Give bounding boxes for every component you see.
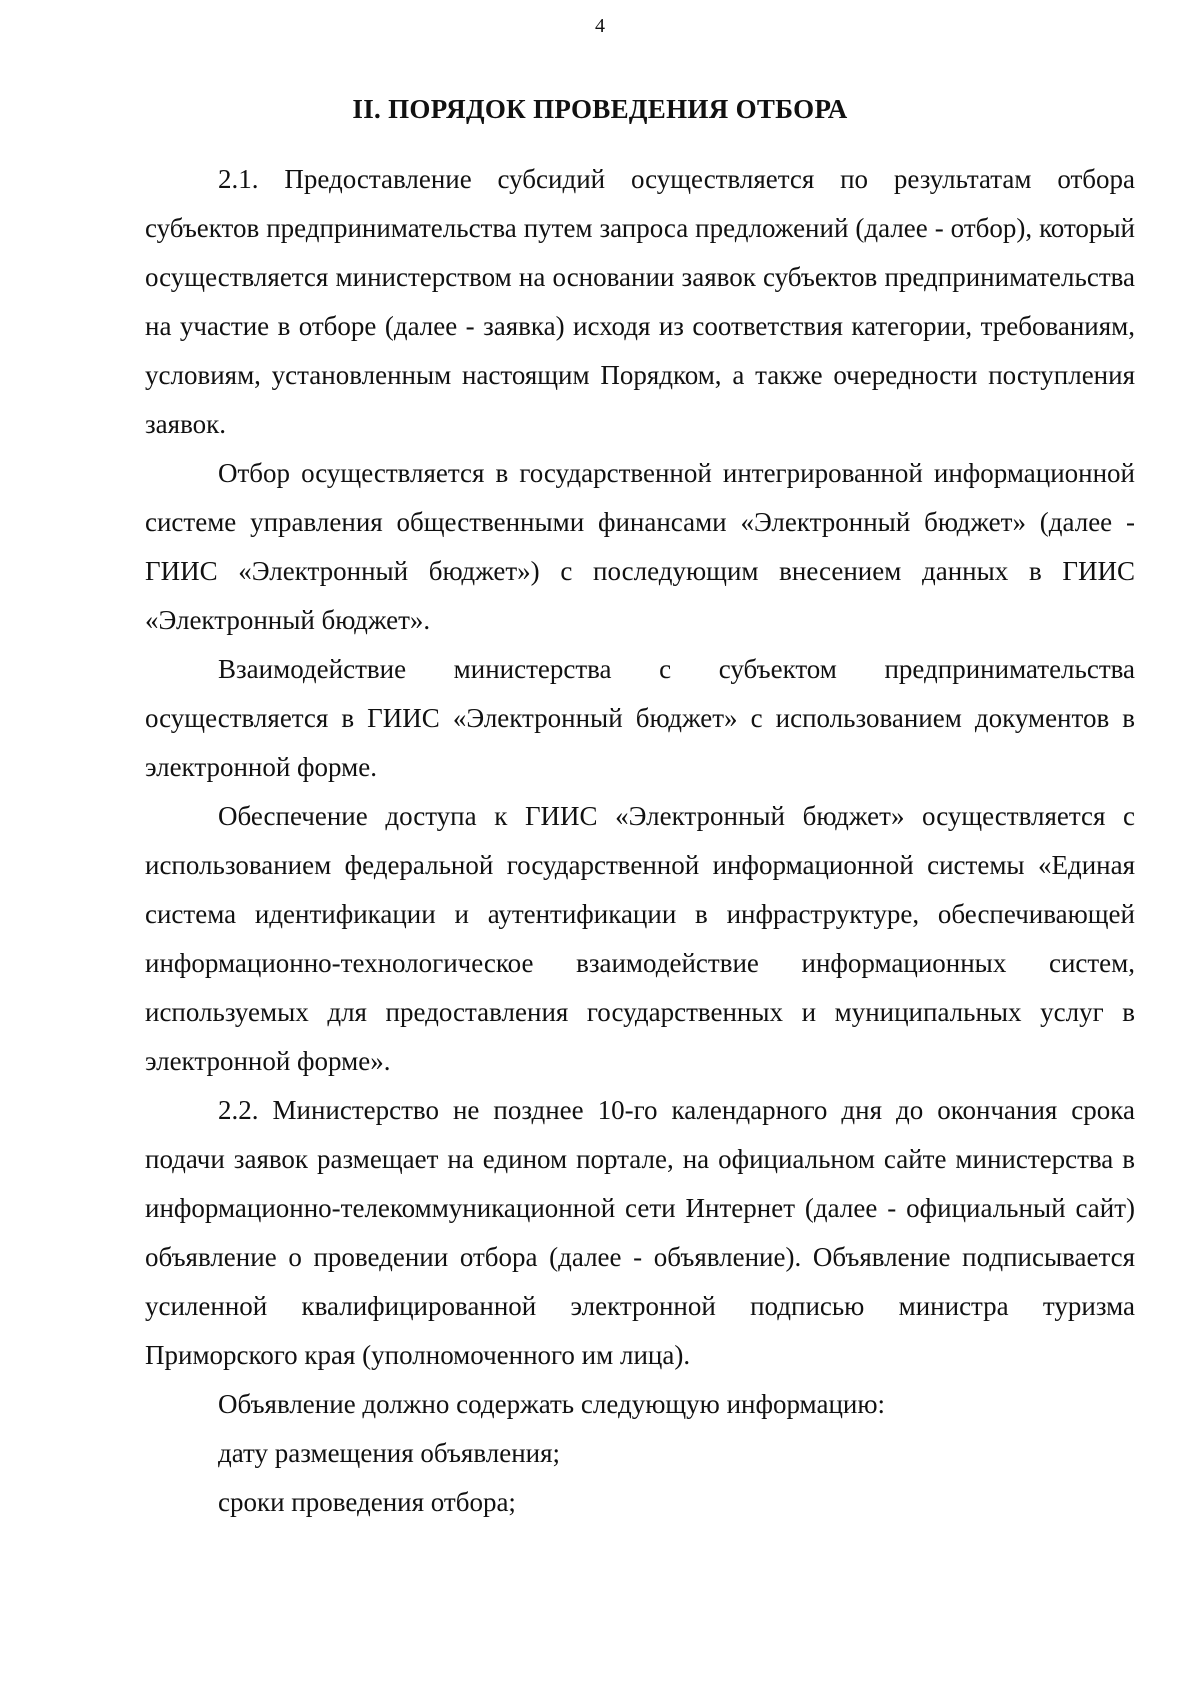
- list-item-selection-dates: сроки проведения отбора;: [218, 1487, 516, 1517]
- paragraph-2-2: 2.2. Министерство не позднее 10-го календарного дня до окончания срока подачи заявок размещает на едином портале, на официальном сайте министерства в информационно-телекоммуникационной сети Интернет (далее - официальный сайт) объявление о проведении отбора (далее - объявление). Объявление подписывается усиленной квалифицированной электронной подписью министра туризма Приморского края (уполномоченного им лица).: [145, 1095, 1135, 1370]
- paragraph-selection-system: Отбор осуществляется в государственной интегрированной информационной системе управления общественными финансами «Электронный бюджет» (далее - ГИИС «Электронный бюджет») с последующим внесением данных в ГИИС «Электронный бюджет».: [145, 458, 1135, 635]
- paragraph-announcement-info: Объявление должно содержать следующую информацию:: [218, 1389, 886, 1419]
- paragraph-2-1: 2.1. Предоставление субсидий осуществляется по результатам отбора субъектов предпринимательства путем запроса предложений (далее - отбор), который осуществляется министерством на основании заявок субъектов предпринимательства на участие в отборе (далее - заявка) исходя из соответствия категории, требованиям, условиям, установленным настоящим Порядком, а также очередности поступления заявок.: [145, 164, 1135, 439]
- list-item-posting-date: дату размещения объявления;: [218, 1438, 561, 1468]
- page-number: 4: [595, 15, 605, 37]
- paragraph-interaction: Взаимодействие министерства с субъектом предпринимательства осуществляется в ГИИС «Электронный бюджет» с использованием документов в электронной форме.: [145, 654, 1135, 782]
- section-heading: II. ПОРЯДОК ПРОВЕДЕНИЯ ОТБОРА: [352, 94, 848, 124]
- paragraph-access: Обеспечение доступа к ГИИС «Электронный бюджет» осуществляется с использованием федеральной государственной информационной системы «Единая система идентификации и аутентификации в инфраструктуре, обеспечивающей информационно-технологическое взаимодействие информационных систем, используемых для предоставления государственных и муниципальных услуг в электронной форме».: [145, 801, 1135, 1076]
- document-body: [145, 155, 1135, 1527]
